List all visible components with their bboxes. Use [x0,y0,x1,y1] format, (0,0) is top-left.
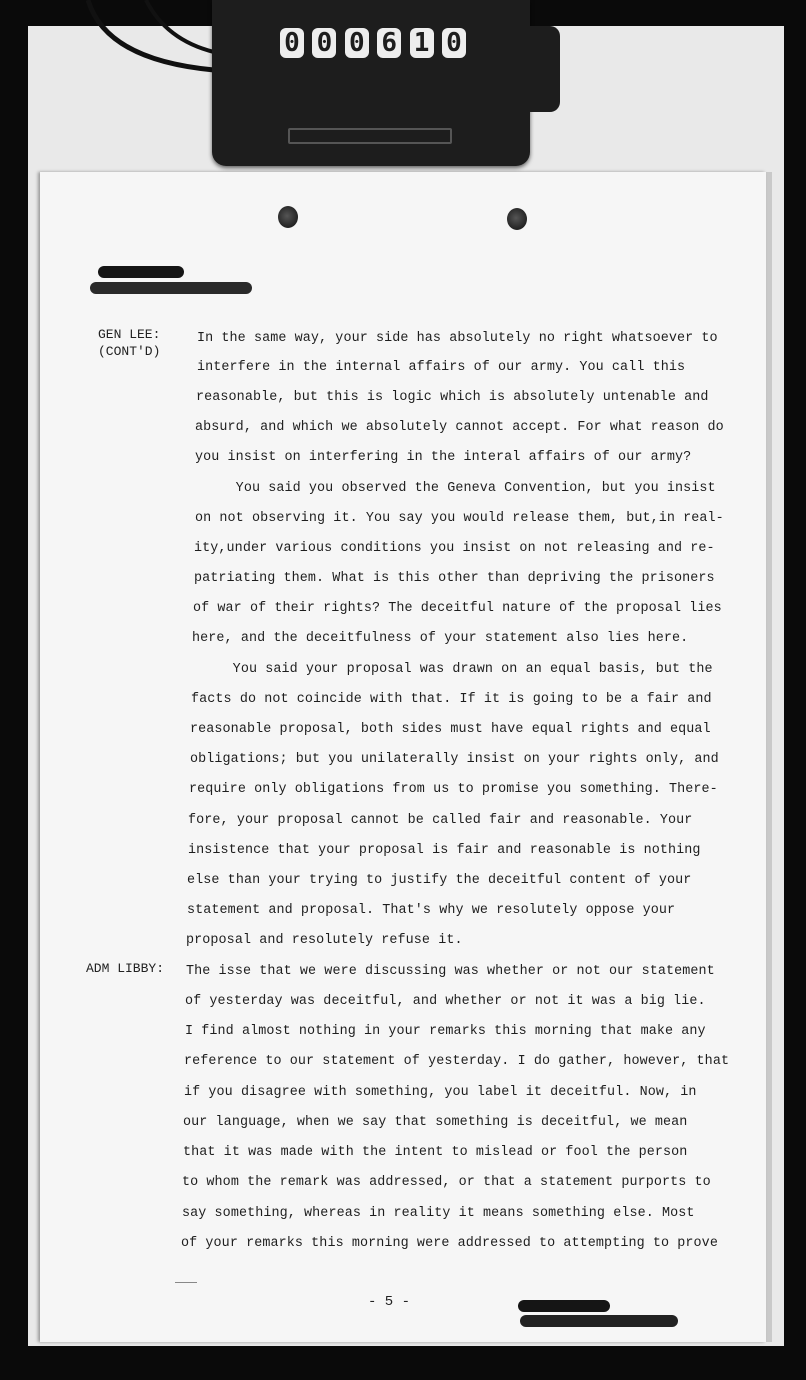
text-line: here, and the deceitfulness of your statement also lies here. [192,631,689,646]
text-line: that it was made with the intent to mislead or fool the person [183,1145,688,1160]
text-line: absurd, and which we absolutely cannot accept. For what reason do [195,420,724,435]
counter-knob [530,26,560,112]
text-line: reasonable proposal, both sides must have equal rights and equal [190,722,711,737]
text-line: reference to our statement of yesterday. I do gather, however, that [184,1054,730,1069]
text-line: I find almost nothing in your remarks this morning that make any [185,1024,706,1039]
text-line: insistence that your proposal is fair and reasonable is nothing [188,843,701,858]
text-line: reasonable, but this is logic which is absolutely untenable and [196,390,709,405]
text-line: The isse that we were discussing was whether or not our statement [186,964,715,979]
text-line: You said you observed the Geneva Convention, but you insist [195,481,716,496]
text-line: In the same way, your side has absolutely no right whatsoever to [197,331,718,346]
text-line: to whom the remark was addressed, or that a statement purports to [182,1175,711,1190]
redaction-bar [90,282,252,294]
text-line: You said your proposal was drawn on an equal basis, but the [192,662,713,677]
text-line: our language, when we say that something is deceitful, we mean [183,1115,688,1130]
text-line: of your remarks this morning were addressed to attempting to prove [181,1236,718,1251]
counter-digit: 0 [442,28,466,58]
frame-counter [212,0,530,166]
text-line: you insist on interfering in the interal affairs of our army? [195,450,692,465]
text-line: statement and proposal. That's why we resolutely oppose your [187,903,676,918]
punch-hole [278,206,298,228]
text-line: on not observing it. You say you would release them, but,in real- [195,511,724,526]
counter-digit: 0 [345,28,369,58]
text-line: say something, whereas in reality it means something else. Most [182,1206,695,1221]
text-line: interfere in the internal affairs of our army. You call this [197,360,686,375]
counter-slot [288,128,452,144]
margin-mark [175,1282,197,1283]
text-line: else than your trying to justify the deceitful content of your [187,873,692,888]
text-line: of yesterday was deceitful, and whether or not it was a big lie. [185,994,706,1009]
text-line: fore, your proposal cannot be called fair and reasonable. Your [188,813,693,828]
counter-digit: 6 [377,28,401,58]
text-line: patriating them. What is this other than depriving the prisoners [194,571,715,586]
redaction-bar [518,1300,610,1312]
counter-digit: 0 [312,28,336,58]
speaker-label-gen-lee: GEN LEE: (CONT'D) [98,327,161,359]
counter-digit: 1 [410,28,434,58]
text-line: if you disagree with something, you label it deceitful. Now, in [184,1085,697,1100]
speaker-label-adm-libby: ADM LIBBY: [86,961,165,976]
redaction-bar [520,1315,678,1327]
page-number: - 5 - [368,1294,411,1310]
frame-counter-digits [280,26,466,60]
text-line: obligations; but you unilaterally insist on your rights only, and [190,752,719,767]
punch-hole [507,208,527,230]
text-line: facts do not coincide with that. If it is going to be a fair and [191,692,712,707]
counter-digit: 0 [280,28,304,58]
text-line: of war of their rights? The deceitful nature of the proposal lies [193,601,722,616]
text-line: require only obligations from us to promise you something. There- [189,782,718,797]
document-page [40,172,766,1342]
text-line: proposal and resolutely refuse it. [186,933,463,948]
redaction-bar [98,266,184,278]
counter-cable [86,0,216,80]
text-line: ity,under various conditions you insist on not releasing and re- [194,541,715,556]
